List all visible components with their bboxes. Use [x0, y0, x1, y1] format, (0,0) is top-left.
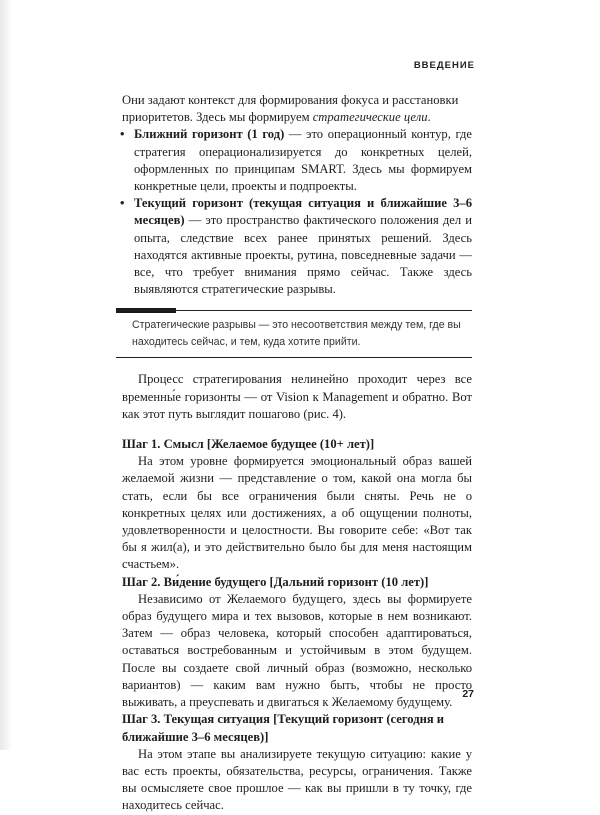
page-number: 27	[462, 688, 474, 700]
callout-text: Стратегические разрывы — это несоответствия между тем, где вы находитесь сейчас, и тем, куда хотите прийти.	[116, 310, 472, 358]
running-header: ВВЕДЕНИЕ	[413, 60, 475, 71]
step-title: Шаг 3. Текущая ситуация [Текущий горизонт (сегодня и ближайшие 3–6 месяцев)]	[122, 712, 445, 744]
intro-text: Они задают контекст для формирования фокуса и расстановки приоритетов. Здесь мы формируем	[122, 93, 459, 125]
callout-box	[116, 308, 472, 358]
list-item-term: Ближний горизонт (1 год)	[134, 127, 285, 142]
list-item	[122, 126, 472, 195]
horizon-list	[122, 126, 472, 298]
step-text: Независимо от Желаемого будущего, здесь вы формируете образ будущего мира и тех вызовов, которые в нем возникают. Затем — образ человека, который способен адаптироваться, оставаться востребованным и устойчивым в этом будущем. После вы создаете свой личный образ (возможно, несколько вариантов) — каким вам нужно быть, чтобы не просто выживать, а преуспевать и двигаться к Желаемому будущему.	[122, 591, 472, 710]
list-item-text: — это операционный контур, где стратегия операционализируется до конкретных целей, оформленных по принципам SMART. Здесь мы формируем конкретные цели, проекты и подпроекты.	[134, 127, 472, 194]
intro-text-end: .	[427, 110, 431, 125]
intro-italic: стратегические цели	[312, 110, 428, 125]
step-text: На этом уровне формируется эмоциональный образ вашей желаемой жизни — представление о том, какой она могла бы стать, если бы все ограничения были сняты. Речь не о конкретных целях или достижениях, а об ощущении полноты, удовлетворенности и целостности. Вы говорите себе: «Вот так бы я жил(а), и это действительно было бы для меня настоящим счастьем».	[122, 454, 472, 572]
step-text: На этом этапе вы анализируете текущую ситуацию: какие у вас есть проекты, обязательства, ресурсы, ограничения. Также вы осмысляете свое прошлое — как вы пришли в ту точку, где находитесь сейчас.	[122, 746, 472, 813]
step-title: Шаг 1. Смысл [Желаемое будущее (10+ лет)]	[122, 437, 375, 452]
page-edge-shadow	[0, 0, 12, 750]
step-title: Шаг 2. Ви́дение будущего [Дальний горизонт (10 лет)]	[122, 574, 429, 589]
page-body	[122, 92, 472, 815]
list-item-text: — это пространство фактического положения дел и опыта, следствие всех ранее принятых решений. Здесь находятся активные проекты, рутина, повседневные задачи — все, что требует внимания прямо сейчас. Также здесь выявляются стратегические разрывы.	[134, 213, 472, 297]
process-paragraph: Процесс стратегирования нелинейно проходит через все временны́е горизонты — от Vision к Management и обратно. Вот как этот путь выглядит пошагово (рис. 4).	[122, 372, 472, 421]
list-item	[122, 195, 472, 298]
intro-paragraph	[122, 92, 472, 126]
list-item-term: Текущий горизонт (текущая ситуация и ближайшие 3–6 месяцев)	[134, 196, 472, 228]
